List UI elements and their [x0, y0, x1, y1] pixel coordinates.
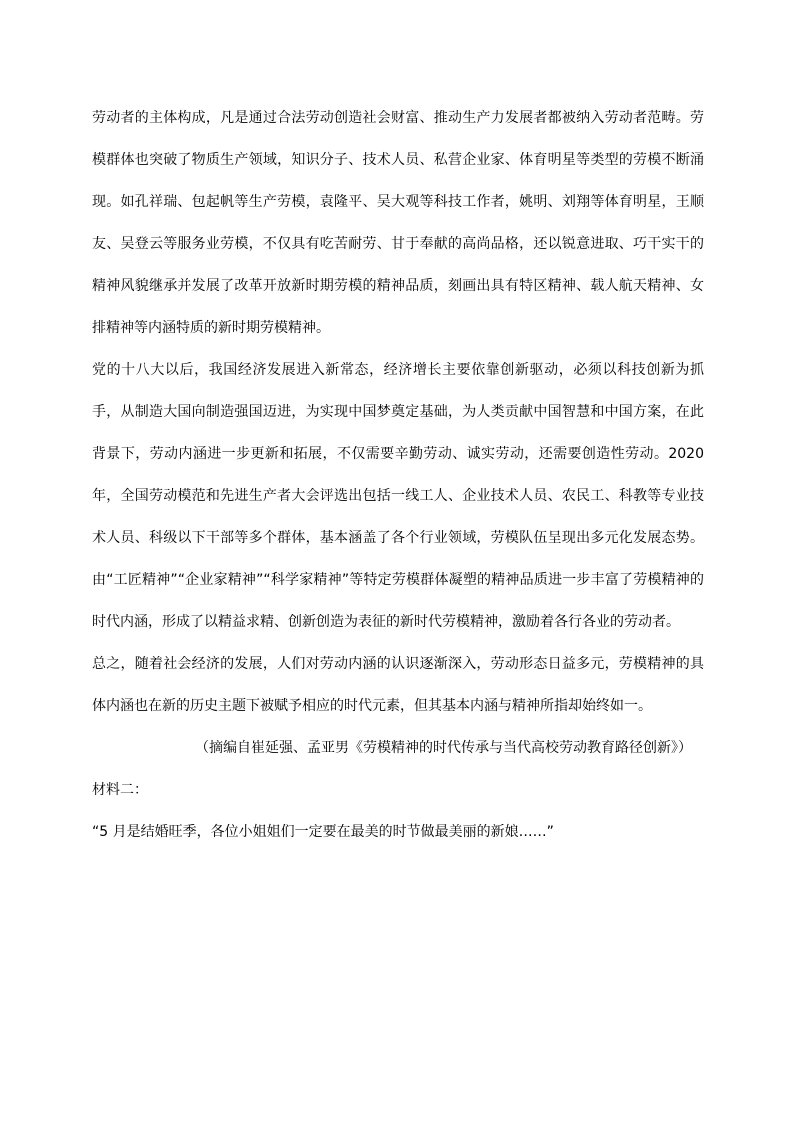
text-line: 手，从制造大国向制造强国迈进，为实现中国梦奠定基础，为人类贡献中国智慧和中国方案，在此 — [92, 404, 704, 420]
text-line: 体内涵也在新的历史主题下被赋予相应的时代元素，但其基本内涵与精神所指却始终如一。 — [92, 698, 652, 714]
text-line: 现。如孔祥瑞、包起帆等生产劳模，袁隆平、吴大观等科技工作者，姚明、刘翔等体育明星，王顺 — [92, 194, 704, 210]
material-2-quote: “5 月是结婚旺季，各位小姐姐们一定要在最美的时节做最美丽的新娘……” — [92, 824, 554, 840]
text-line: 背景下，劳动内涵进一步更新和拓展，不仅需要辛勤劳动、诚实劳动，还需要创造性劳动。2020 — [92, 446, 704, 462]
text-line: 精神风貌继承并发展了改革开放新时期劳模的精神品质，刻画出具有特区精神、载人航天精神、女 — [92, 278, 704, 294]
material-2-label: 材料二： — [92, 782, 148, 798]
text-line: 党的十八大以后，我国经济发展进入新常态，经济增长主要依靠创新驱动，必须以科技创新为抓 — [92, 362, 704, 378]
text-line: 由“工匠精神”“企业家精神”“科学家精神”等特定劳模群体凝塑的精神品质进一步丰富了劳模精神的 — [92, 572, 704, 588]
source-citation: （摘编自崔延强、孟亚男《劳模精神的时代传承与当代高校劳动教育路径创新》） — [195, 740, 692, 756]
text-line: 术人员、科级以下干部等多个群体，基本涵盖了各个行业领域，劳模队伍呈现出多元化发展态势。 — [92, 530, 704, 546]
text-line: 时代内涵，形成了以精益求精、创新创造为表征的新时代劳模精神，激励着各行各业的劳动者。 — [92, 614, 680, 630]
text-line: 年，全国劳动模范和先进生产者大会评选出包括一线工人、企业技术人员、农民工、科教等专业技 — [92, 488, 704, 504]
text-line: 排精神等内涵特质的新时期劳模精神。 — [92, 320, 330, 336]
text-line: 劳动者的主体构成，凡是通过合法劳动创造社会财富、推动生产力发展者都被纳入劳动者范畴。劳 — [92, 110, 704, 126]
text-line: 总之，随着社会经济的发展，人们对劳动内涵的认识逐渐深入，劳动形态日益多元，劳模精神的具 — [92, 656, 704, 672]
text-line: 模群体也突破了物质生产领域，知识分子、技术人员、私营企业家、体育明星等类型的劳模不断涌 — [92, 152, 704, 168]
text-line: 友、吴登云等服务业劳模，不仅具有吃苦耐劳、甘于奉献的高尚品格，还以锐意进取、巧干实干的 — [92, 236, 704, 252]
